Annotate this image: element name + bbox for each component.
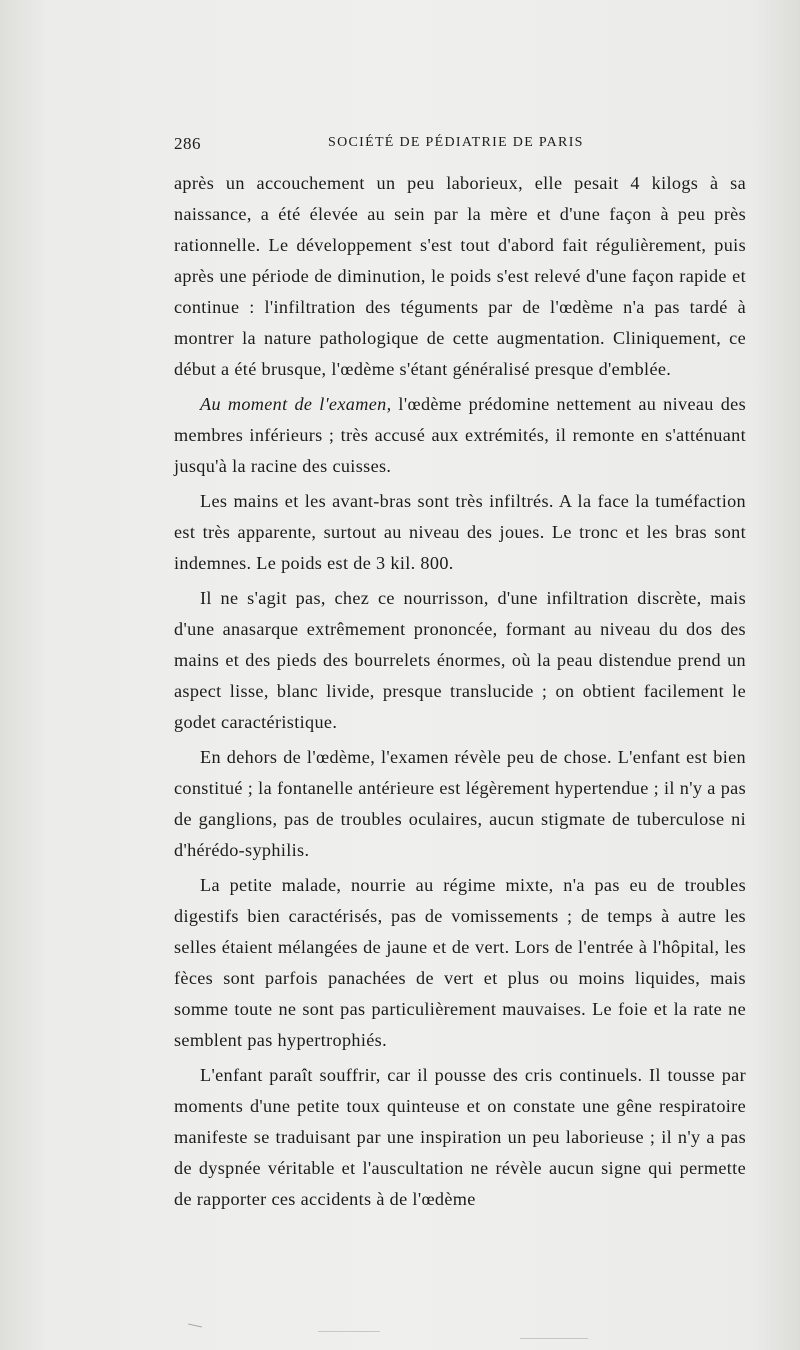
journal-title: SOCIÉTÉ DE PÉDIATRIE DE PARIS [328,135,584,150]
scan-mark [520,1338,588,1339]
body-text [174,168,746,1219]
paragraph-2-text: l'œdème prédomine nettement au niveau des membres inférieurs ; très accusé aux extrémités, il remonte en s'atténuant jusqu'à la racine des cuisses. [174,394,746,476]
running-head [174,134,622,156]
paragraph-4: Il ne s'agit pas, chez ce nourrisson, d'une infiltration discrète, mais d'une anasarque extrêmement prononcée, formant au niveau du dos des mains et des pieds des bourrelets énormes, où la peau distendue prend un aspect lisse, blanc livide, presque translucide ; on obtient facilement le godet caractéristique. [174,588,746,732]
scan-mark [318,1331,380,1332]
paragraph-2-lead: Au moment de l'examen, [200,394,392,414]
paragraph-2 [174,389,746,482]
page-number: 286 [174,134,201,153]
paragraph-1: après un accouchement un peu laborieux, elle pesait 4 kilogs à sa naissance, a été élevée au sein par la mère et d'une façon à peu près rationnelle. Le développement s'est tout d'abord fait régulièrement, puis après une période de diminution, le poids s'est relevé d'une façon rapide et continue : l'infiltration des téguments par de l'œdème n'a pas tardé à montrer la nature pathologique de cette augmentation. Cliniquement, ce début a été brusque, l'œdème s'étant généralisé presque d'emblée. [174,173,746,379]
paragraph-6: La petite malade, nourrie au régime mixte, n'a pas eu de troubles digestifs bien caractérisés, pas de vomissements ; de temps à autre les selles étaient mélangées de jaune et de vert. Lors de l'entrée à l'hôpital, les fèces sont parfois panachées de vert et plus ou moins liquides, mais somme toute ne sont pas particulièrement mauvaises. Le foie et la rate ne semblent pas hypertrophiés. [174,875,746,1050]
paragraph-3: Les mains et les avant-bras sont très infiltrés. A la face la tuméfaction est très apparente, surtout au niveau des joues. Le tronc et les bras sont indemnes. Le poids est de 3 kil. 800. [174,491,746,573]
scan-mark [188,1324,202,1328]
paragraph-5: En dehors de l'œdème, l'examen révèle peu de chose. L'enfant est bien constitué ; la fontanelle antérieure est légèrement hypertendue ; il n'y a pas de ganglions, pas de troubles oculaires, aucun stigmate de tuberculose ni d'hérédo-syphilis. [174,747,746,860]
paragraph-7: L'enfant paraît souffrir, car il pousse des cris continuels. Il tousse par moments d'une petite toux quinteuse et on constate une gêne respiratoire manifeste se traduisant par une inspiration un peu laborieuse ; il n'y a pas de dyspnée véritable et l'auscultation ne révèle aucun signe qui permette de rapporter ces accidents à de l'œdème [174,1065,746,1209]
